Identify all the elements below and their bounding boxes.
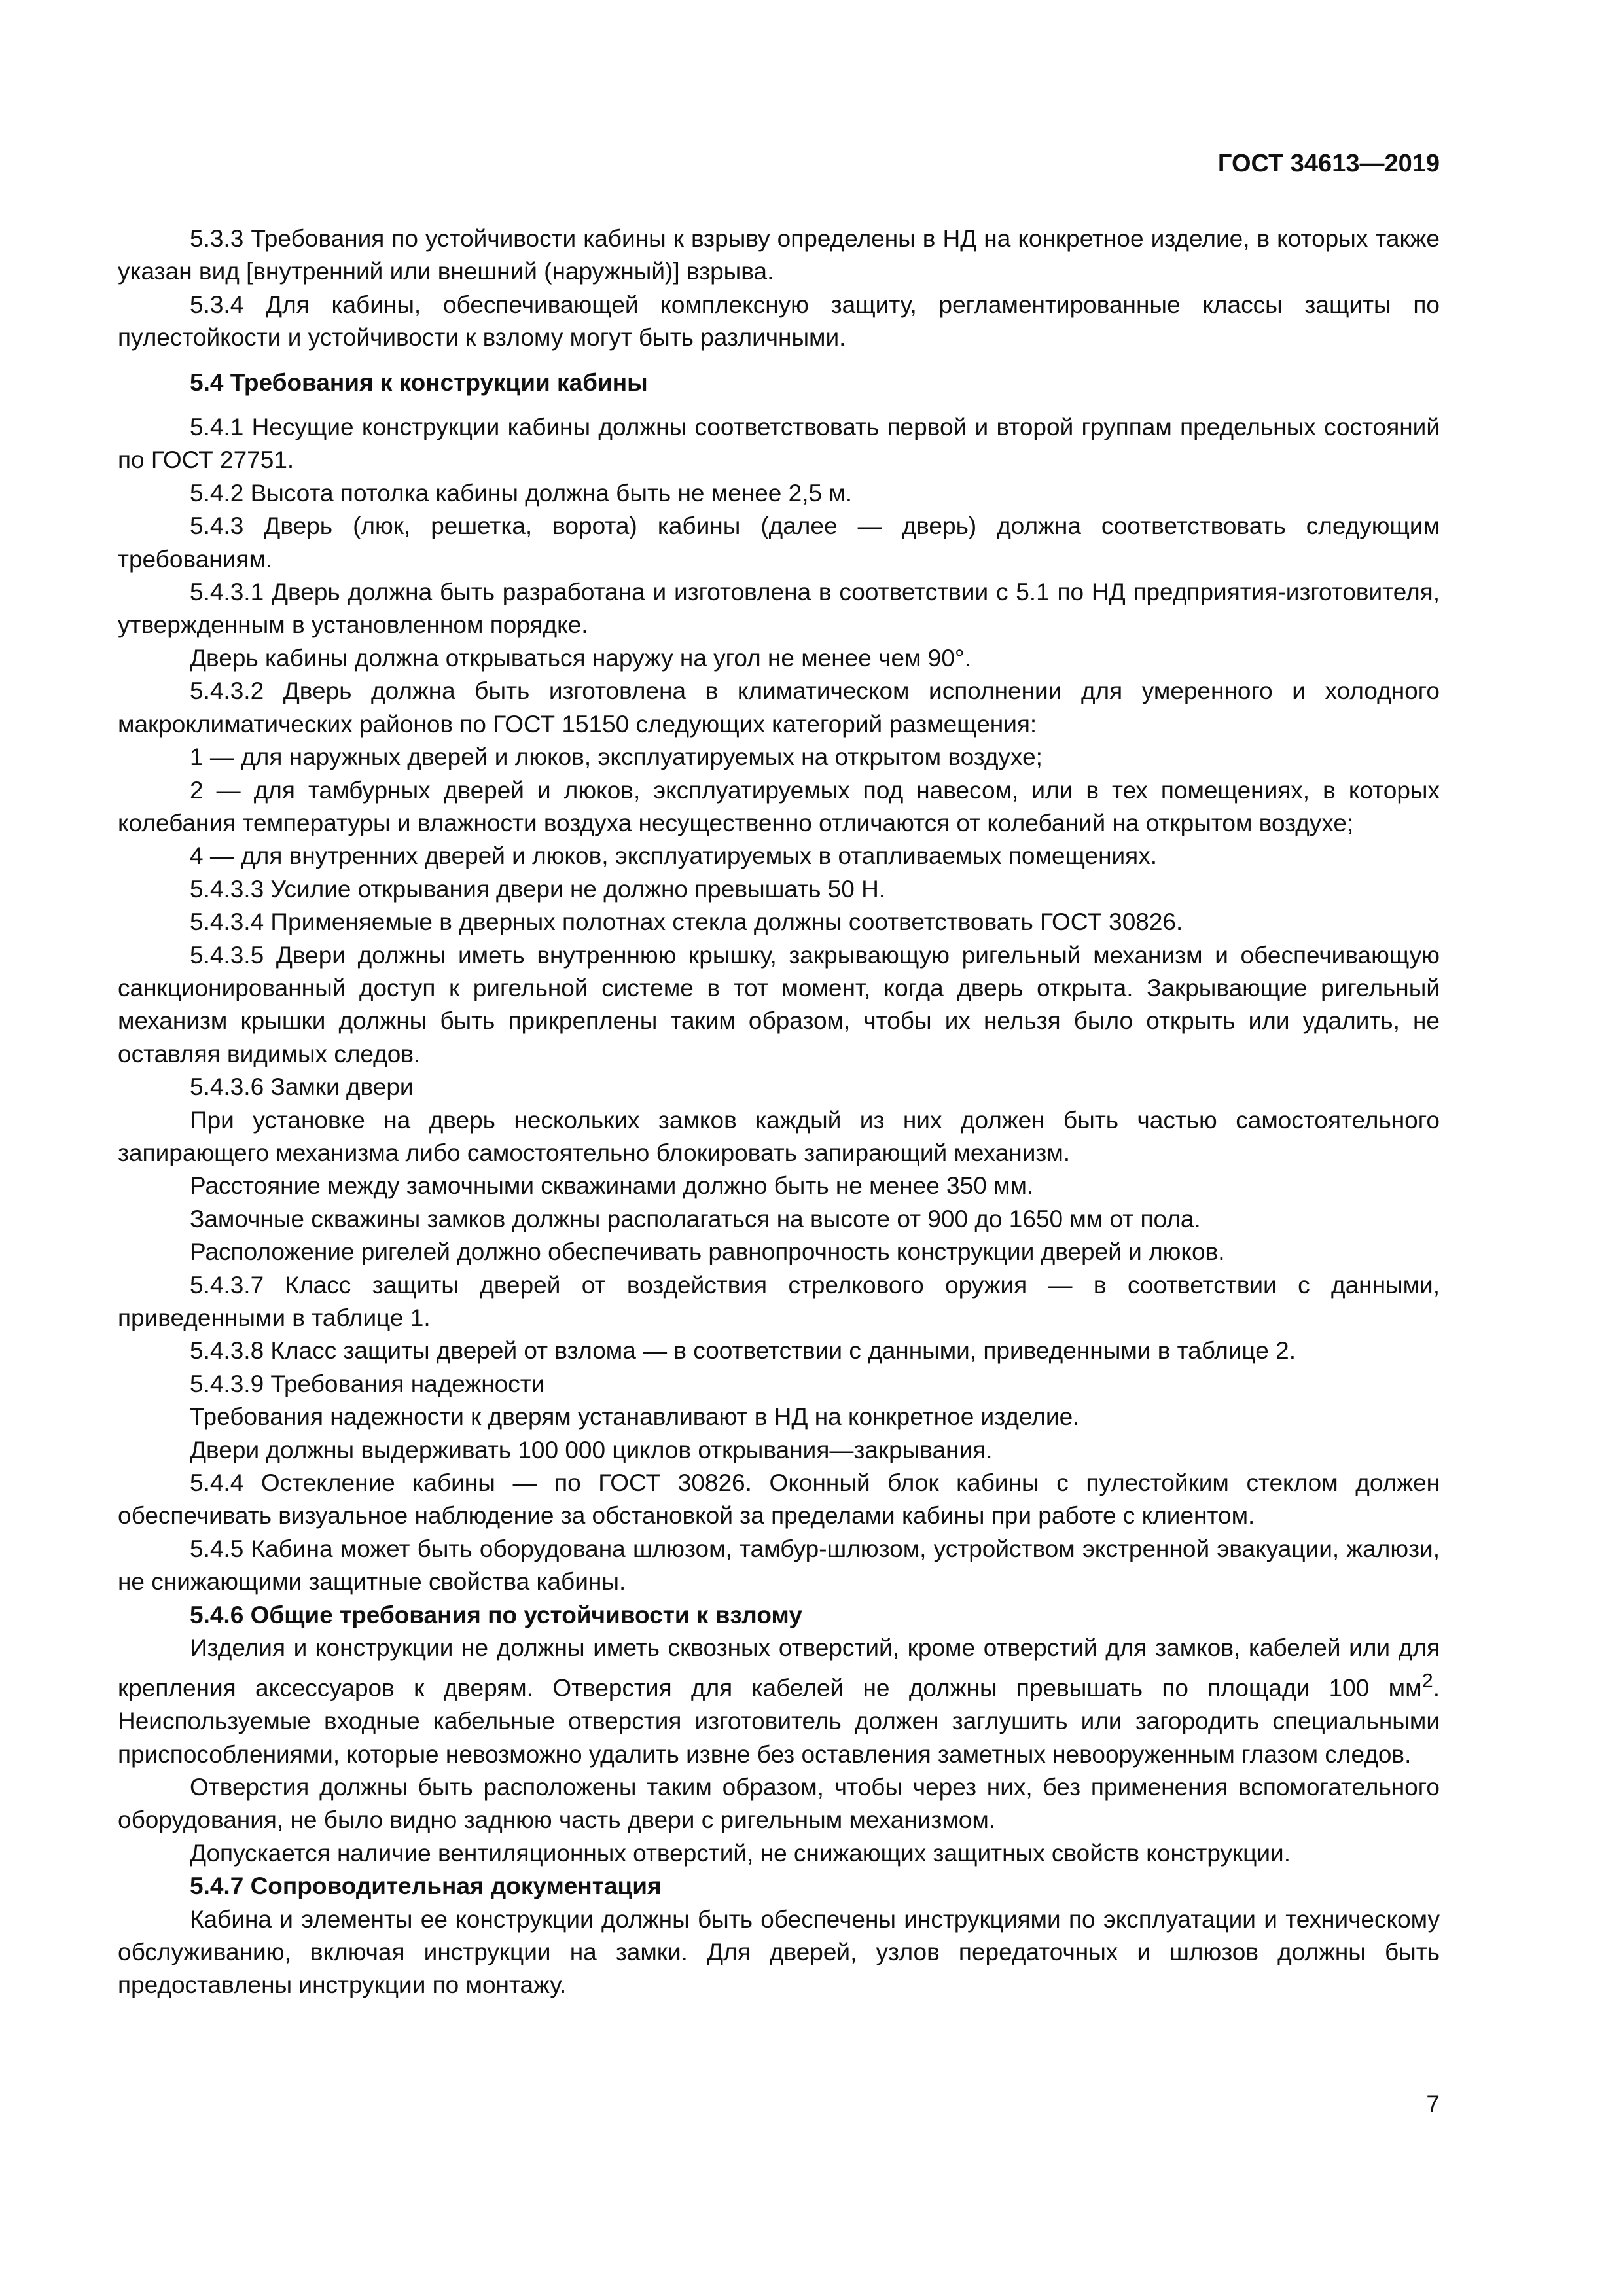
paragraph-5-4-3-6: 5.4.3.6 Замки двери (190, 1073, 414, 1101)
list-item-category-2: 2 — для тамбурных дверей и люков, эксплуатируемых под навесом, или в тех помещениях, в которых колебания температуры и влажности воздуха несущественно отличаются от колебаний на открытом воздухе; (118, 776, 1440, 836)
section-heading-5-4-7: 5.4.7 Сопроводительная документация (190, 1873, 662, 1900)
paragraph-keyhole-height: Замочные скважины замков должны располагаться на высоте от 900 до 1650 мм от пола. (190, 1205, 1201, 1232)
paragraph-5-4-5: 5.4.5 Кабина может быть оборудована шлюзом, тамбур-шлюзом, устройством экстренной эвакуации, жалюзи, не снижающими защитные свойства кабины. (118, 1535, 1440, 1596)
section-heading-5-4-6: 5.4.6 Общие требования по устойчивости к взлому (190, 1601, 802, 1628)
paragraph-5-4-3-3: 5.4.3.3 Усилие открывания двери не должно превышать 50 Н. (190, 875, 886, 903)
paragraph-5-3-3: 5.3.3 Требования по устойчивости кабины к взрыву определены в НД на конкретное изделие, в которых также указан вид [внутренний или внешний (наружный)] взрыва. (118, 225, 1440, 285)
paragraph-5-4-3: 5.4.3 Дверь (люк, решетка, ворота) кабины (далее — дверь) должна соответствовать следующим требованиям. (118, 512, 1440, 573)
section-heading-5-4: 5.4 Требования к конструкции кабины (190, 368, 648, 396)
paragraph-5-4-3-8: 5.4.3.8 Класс защиты дверей от взлома — в соответствии с данными, приведенными в таблице 2. (190, 1337, 1296, 1365)
document-body (118, 223, 1440, 2002)
paragraph-5-4-3-5: 5.4.3.5 Двери должны иметь внутреннюю крышку, закрывающую ригельный механизм и обеспечивающую санкционированный доступ к ригельной системе в тот момент, когда дверь открыта. Закрывающие ригельный механизм крышки должны быть прикреплены таким образом, чтобы их нельзя было открыть или удалить, не оставляя видимых следов. (118, 941, 1440, 1067)
paragraph-5-4-2: 5.4.2 Высота потолка кабины должна быть не менее 2,5 м. (190, 479, 853, 507)
paragraph-5-4-4: 5.4.4 Остекление кабины — по ГОСТ 30826. Оконный блок кабины с пулестойким стеклом должен обеспечивать визуальное наблюдение за обстановкой за пределами кабины при работе с клиентом. (118, 1469, 1440, 1530)
page-number: 7 (1426, 2090, 1440, 2117)
paragraph-holes-placement: Отверстия должны быть расположены таким образом, чтобы через них, без применения вспомогательного оборудования, не было видно заднюю часть двери с ригельным механизмом. (118, 1774, 1440, 1834)
paragraph-5-3-4: 5.3.4 Для кабины, обеспечивающей комплексную защиту, регламентированные классы защиты по пулестойкости и устойчивости к взлому могут быть различными. (118, 291, 1440, 351)
paragraph-ventilation: Допускается наличие вентиляционных отверстий, не снижающих защитных свойств конструкции. (190, 1839, 1291, 1867)
paragraph-reliability-nd: Требования надежности к дверям устанавливают в НД на конкретное изделие. (190, 1403, 1080, 1431)
paragraph-5-4-3-4: 5.4.3.4 Применяемые в дверных полотнах стекла должны соответствовать ГОСТ 30826. (190, 908, 1183, 936)
paragraph-5-4-3-7: 5.4.3.7 Класс защиты дверей от воздействия стрелкового оружия — в соответствии с данными, приведенными в таблице 1. (118, 1271, 1440, 1331)
through-holes-text-part-2: . Неиспользуемые входные кабельные отверстия изготовитель должен заглушить или загородить специальными приспособлениями, которые невозможно удалить извне без оставления заметных невооруженным глазом следов. (118, 1674, 1440, 1768)
paragraph-5-4-1: 5.4.1 Несущие конструкции кабины должны соответствовать первой и второй группам предельных состояний по ГОСТ 27751. (118, 414, 1440, 474)
standard-designation: ГОСТ 34613—2019 (1217, 150, 1440, 177)
list-item-category-4: 4 — для внутренних дверей и люков, эксплуатируемых в отапливаемых помещениях. (190, 842, 1157, 870)
paragraph-5-4-3-9: 5.4.3.9 Требования надежности (190, 1370, 545, 1397)
paragraph-through-holes (118, 1632, 1440, 1771)
paragraph-documentation: Кабина и элементы ее конструкции должны быть обеспечены инструкциями по эксплуатации и техническому обслуживанию, включая инструкции на замки. Для дверей, узлов передаточных и шлюзов должны быть предоставлены инструкции по монтажу. (118, 1905, 1440, 1999)
paragraph-bolt-placement: Расположение ригелей должно обеспечивать равнопрочность конструкции дверей и люков. (190, 1238, 1225, 1266)
paragraph-reliability-cycles: Двери должны выдерживать 100 000 циклов открывания—закрывания. (190, 1436, 993, 1463)
paragraph-5-4-3-1: 5.4.3.1 Дверь должна быть разработана и изготовлена в соответствии с 5.1 по НД предприятия-изготовителя, утвержденным в установленном порядке. (118, 579, 1440, 639)
paragraph-5-4-3-2: 5.4.3.2 Дверь должна быть изготовлена в климатическом исполнении для умеренного и холодного макроклиматических районов по ГОСТ 15150 следующих категорий размещения: (118, 677, 1440, 738)
paragraph-multiple-locks: При установке на дверь нескольких замков каждый из них должен быть частью самостоятельного запирающего механизма либо самостоятельно блокировать запирающий механизм. (118, 1106, 1440, 1166)
through-holes-text-part-1: Изделия и конструкции не должны иметь сквозных отверстий, кроме отверстий для замков, кабелей или для крепления аксессуаров к дверям. Отверстия для кабелей не должны превышать по площади 100 мм (118, 1634, 1440, 1702)
paragraph-door-opening: Дверь кабины должна открываться наружу на угол не менее чем 90°. (190, 644, 971, 672)
square-superscript: 2 (1421, 1669, 1433, 1693)
paragraph-keyhole-distance: Расстояние между замочными скважинами должно быть не менее 350 мм. (190, 1172, 1034, 1200)
list-item-category-1: 1 — для наружных дверей и люков, эксплуатируемых на открытом воздухе; (190, 744, 1043, 771)
